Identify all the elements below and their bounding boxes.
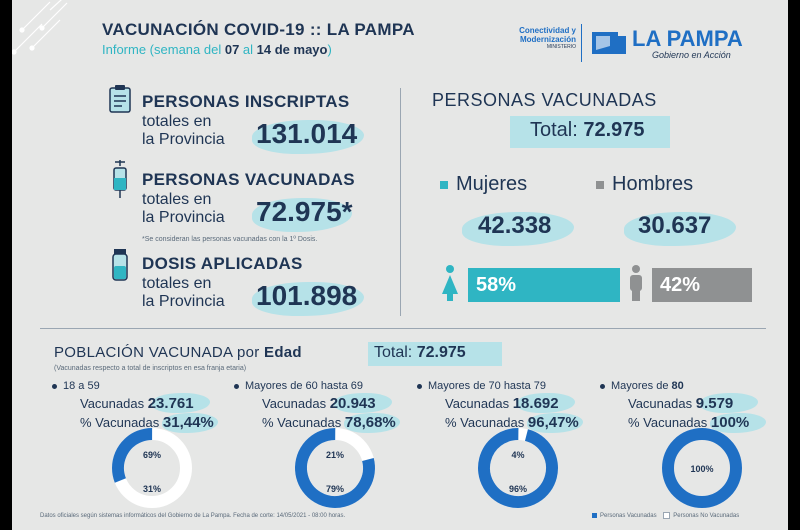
vacunadas-value: 23.761 xyxy=(147,395,194,412)
gender-total-label: Total: xyxy=(530,119,578,141)
brand-tagline: Gobierno en Acción xyxy=(652,50,731,60)
age-title-prefix: POBLACIÓN VACUNADA por xyxy=(54,344,265,361)
vacunadas-title: PERSONAS VACUNADAS xyxy=(142,170,355,189)
pct-label: % Vacunadas xyxy=(262,415,342,430)
vacunadas-label: Vacunadas xyxy=(262,396,327,411)
pct-value: 96,47% xyxy=(527,414,579,431)
donut-not-vaccinated-label: 4% xyxy=(511,450,525,460)
donut-not-vaccinated-label: 21% xyxy=(325,450,345,460)
vacunadas-value: 9.579 xyxy=(695,395,734,412)
donut-vaccinated-label: 96% xyxy=(508,484,528,494)
age-group-label-text: Mayores de 70 hasta 79 xyxy=(428,380,547,392)
donut-vaccinated-slice xyxy=(294,427,377,510)
age-total-label: Total: xyxy=(374,344,413,361)
inscriptas-line1: totales en xyxy=(142,113,212,130)
donut-legend xyxy=(592,512,739,519)
legend-not-vaccinated: Personas No Vacunadas xyxy=(673,513,740,520)
infographic xyxy=(12,0,788,530)
women-value: 42.338 xyxy=(478,212,552,239)
vacunadas-value: 20.943 xyxy=(329,395,376,412)
inscriptas-line2: la Provincia xyxy=(142,131,225,148)
age-title-bold: Edad xyxy=(264,344,302,361)
pct-value: 78,68% xyxy=(344,414,396,431)
women-label: Mujeres xyxy=(456,173,528,195)
page-title: VACUNACIÓN COVID-19 :: LA PAMPA xyxy=(102,20,415,39)
women-pct: 58% xyxy=(476,274,517,296)
men-value: 30.637 xyxy=(638,212,712,239)
age-donut-charts xyxy=(12,0,788,530)
age-group-label-text: Mayores de xyxy=(611,380,672,392)
footer-source: Datos oficiales según sistemas informáticos del Gobierno de La Pampa. Fecha de corte: 14/05/2021 - 08:00 horas. xyxy=(40,513,346,519)
vacunadas-label: Vacunadas xyxy=(628,396,693,411)
age-note: (Vacunadas respecto a total de inscriptos en esa franja etaria) xyxy=(54,365,247,372)
vacunadas-value: 72.975* xyxy=(256,196,353,227)
subtitle-to: 14 de mayo xyxy=(256,42,328,57)
donut-vaccinated-slice xyxy=(477,427,560,510)
pct-label: % Vacunadas xyxy=(80,415,160,430)
subtitle-suffix: ) xyxy=(327,42,332,57)
pct-label: % Vacunadas xyxy=(628,415,708,430)
donut-vaccinated-label: 79% xyxy=(325,484,345,494)
age-group-label-bold: 80 xyxy=(671,380,684,392)
vacunadas-note: *Se consideran las personas vacunadas con la 1º Dosis. xyxy=(142,236,318,243)
gender-title: PERSONAS VACUNADAS xyxy=(432,90,657,110)
pct-label: % Vacunadas xyxy=(445,415,525,430)
dosis-line1: totales en xyxy=(142,275,212,292)
subtitle-from: 07 xyxy=(224,42,240,57)
vacunadas-line1: totales en xyxy=(142,191,212,208)
age-group-label-text: Mayores de 60 hasta 69 xyxy=(245,380,364,392)
age-group-label-text: 18 a 59 xyxy=(63,380,100,392)
ministry-line1: Conectividad y xyxy=(519,26,576,35)
dosis-value: 101.898 xyxy=(256,280,358,311)
men-pct: 42% xyxy=(660,274,701,296)
legend-not-vaccinated-swatch xyxy=(663,512,670,519)
subtitle-mid: al xyxy=(239,42,257,57)
donut-not-vaccinated-label: 69% xyxy=(142,450,162,460)
ministry-line3: MINISTERIO xyxy=(546,44,576,50)
inscriptas-title: PERSONAS INSCRIPTAS xyxy=(142,92,350,111)
men-label: Hombres xyxy=(612,173,694,195)
dosis-line2: la Provincia xyxy=(142,293,225,310)
gender-total-value: 72.975 xyxy=(583,119,645,141)
legend-vaccinated: Personas Vacunadas xyxy=(600,513,657,520)
legend-vaccinated-swatch xyxy=(592,513,597,518)
brand-name: LA PAMPA xyxy=(632,26,743,51)
vacunadas-line2: la Provincia xyxy=(142,209,225,226)
ministry-line2: Modernización xyxy=(519,35,576,44)
donut-vaccinated-label: 31% xyxy=(142,484,162,494)
vacunadas-value: 18.692 xyxy=(512,395,559,412)
vacunadas-label: Vacunadas xyxy=(445,396,510,411)
inscriptas-value: 131.014 xyxy=(256,118,358,149)
pct-value: 31,44% xyxy=(162,414,214,431)
subtitle-prefix: Informe (semana del xyxy=(102,42,225,57)
pct-value: 100% xyxy=(710,414,750,431)
vacunadas-label: Vacunadas xyxy=(80,396,145,411)
age-total-value: 72.975 xyxy=(416,344,466,361)
dosis-title: DOSIS APLICADAS xyxy=(142,254,303,273)
donut-vaccinated-label: 100% xyxy=(690,464,714,474)
